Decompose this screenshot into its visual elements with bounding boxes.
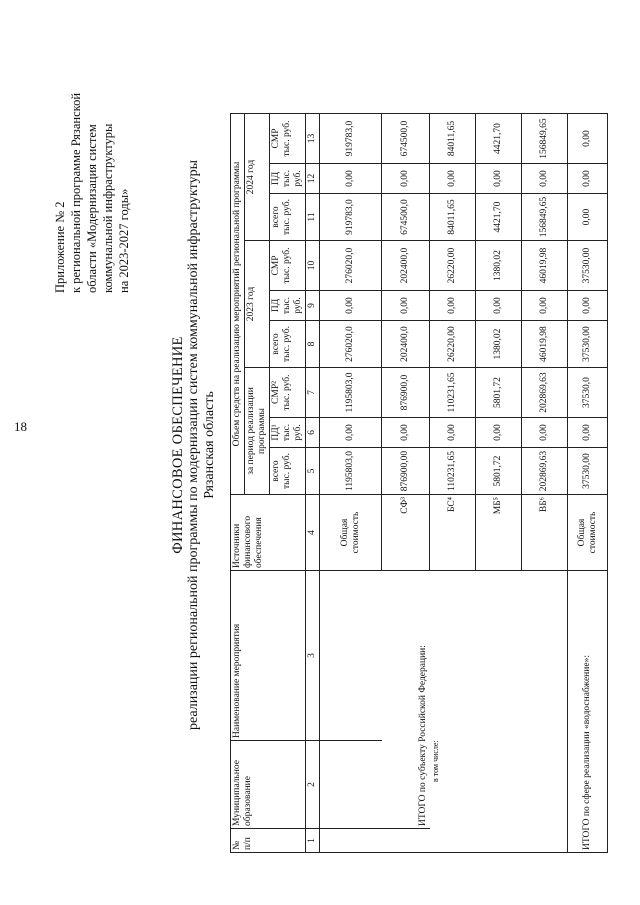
appendix-line: к региональной программе Рязанской [69,92,83,293]
value-cell: 276020,0 [320,241,382,291]
column-number: 13 [306,114,320,164]
table-row [320,114,382,853]
table-row [382,114,430,853]
value-cell: 0,00 [568,418,608,448]
page-number: 18 [14,419,27,434]
value-cell: 4421,70 [476,194,522,241]
column-number: 4 [306,495,320,571]
column-number: 2 [306,741,320,829]
appendix-line: на 2023-2027 годы» [117,188,131,293]
value-cell: 0,00 [430,291,476,321]
value-cell: 202869,63 [522,368,568,418]
table-row [522,114,568,853]
column-number: 10 [306,241,320,291]
value-cell: 110231,65 [430,448,476,495]
value-cell: 84011,65 [430,114,476,164]
table-row [430,114,476,853]
source-cell: БС⁴ [430,495,476,571]
value-cell: 84011,65 [430,194,476,241]
source-cell: СФ³ [382,495,430,571]
appendix-line: коммунальной инфраструктуры [101,123,115,293]
value-cell: 202869,63 [522,448,568,495]
empty-cell [320,829,382,853]
subheader-smr: СМР² тыс. руб. [270,368,306,418]
value-cell: 46019,98 [522,321,568,368]
value-cell: 0,00 [476,418,522,448]
appendix-line: Приложение № 2 [53,201,67,293]
value-cell: 37530,0 [568,368,608,418]
source-cell: Общая стоимость [568,495,608,571]
empty-cell [476,571,522,853]
subheader-pd: ПД тыс. руб. [270,164,306,194]
value-cell: 674500,0 [382,194,430,241]
empty-cell [320,741,382,829]
value-cell: 37530,00 [568,241,608,291]
column-number-row [306,114,320,853]
value-cell: 1380,02 [476,241,522,291]
value-cell: 0,00 [568,291,608,321]
header-year-2023: 2023 год [245,241,270,368]
value-cell: 0,00 [430,418,476,448]
column-number: 3 [306,571,320,741]
subheader-smr: СМР тыс. руб. [270,114,306,164]
column-number: 8 [306,321,320,368]
empty-cell [430,571,476,853]
subheader-pd: ПД тыс. руб. [270,291,306,321]
value-cell: 674500,0 [382,114,430,164]
value-cell: 0,00 [382,291,430,321]
column-number: 12 [306,164,320,194]
value-cell: 876900,00 [382,448,430,495]
value-cell: 26220,00 [430,321,476,368]
value-cell: 0,00 [320,164,382,194]
value-cell: 5801,72 [476,448,522,495]
header-period-total: за период реализации программы [245,368,270,495]
value-cell: 202400,0 [382,241,430,291]
appendix-note [52,48,132,293]
value-cell: 276020,0 [320,321,382,368]
value-cell: 202400,0 [382,321,430,368]
value-cell: 0,00 [568,194,608,241]
water-total-cell: ИТОГО по сфере реализации «водоснабжение»: [568,571,608,853]
value-cell: 156849,65 [522,114,568,164]
value-cell: 0,00 [430,164,476,194]
subheader-total: всего тыс. руб. [270,321,306,368]
source-cell: МБ⁵ [476,495,522,571]
empty-cell [522,571,568,853]
value-cell: 0,00 [568,164,608,194]
subheader-pd: ПД¹ тыс. руб. [270,418,306,448]
subheader-total: всего тыс. руб. [270,448,306,495]
appendix-line: области «Модернизация систем [85,124,99,293]
value-cell: 37530,00 [568,321,608,368]
subheader-total: всего тыс. руб. [270,194,306,241]
column-number: 9 [306,291,320,321]
value-cell: 0,00 [320,418,382,448]
header-volume: Объем средств на реализацию мероприятий региональной программы [231,114,245,495]
column-number: 1 [306,829,320,853]
header-source: Источники финансового обеспечения [231,495,306,571]
column-number: 5 [306,448,320,495]
column-number: 11 [306,194,320,241]
value-cell: 0,00 [522,418,568,448]
financing-table [230,113,608,853]
column-number: 7 [306,368,320,418]
including-label: в том числе: [430,740,440,782]
value-cell: 1380,02 [476,321,522,368]
title-main: ФИНАНСОВОЕ ОБЕСПЕЧЕНИЕ [170,336,186,554]
value-cell: 5801,72 [476,368,522,418]
column-number: 6 [306,418,320,448]
document-title [170,115,218,775]
value-cell: 4421,70 [476,114,522,164]
empty-cell [320,571,382,741]
value-cell: 0,00 [320,291,382,321]
value-cell: 110231,65 [430,368,476,418]
value-cell: 919783,0 [320,114,382,164]
source-cell: ВБ⁶ [522,495,568,571]
empty-cell [382,829,430,853]
value-cell: 0,00 [568,114,608,164]
value-cell: 0,00 [382,164,430,194]
header-municipality: Муниципальное образование [231,741,306,829]
header-activity: Наименование мероприятия [231,571,306,741]
header-year-2024: 2024 год [245,114,270,241]
value-cell: 919783,0 [320,194,382,241]
source-cell: Общая стоимость [320,495,382,571]
value-cell: 26220,00 [430,241,476,291]
value-cell: 1195803,0 [320,448,382,495]
title-region: Рязанская область [202,391,217,499]
value-cell: 0,00 [476,291,522,321]
value-cell: 0,00 [522,291,568,321]
value-cell: 46019,98 [522,241,568,291]
value-cell: 37530,00 [568,448,608,495]
value-cell: 0,00 [382,418,430,448]
value-cell: 0,00 [522,164,568,194]
header-no: № п/п [231,829,306,853]
title-subtitle: реализации региональной программы по модернизации систем коммунальной инфраструктуры [186,160,201,731]
value-cell: 876900,0 [382,368,430,418]
total-subject-cell: ИТОГО по субъекту Российской Федерации: [382,571,430,829]
value-cell: 1195803,0 [320,368,382,418]
table-row [476,114,522,853]
subheader-smr: СМР тыс. руб. [270,241,306,291]
value-cell: 156849,65 [522,194,568,241]
value-cell: 0,00 [476,164,522,194]
table-row [568,114,608,853]
